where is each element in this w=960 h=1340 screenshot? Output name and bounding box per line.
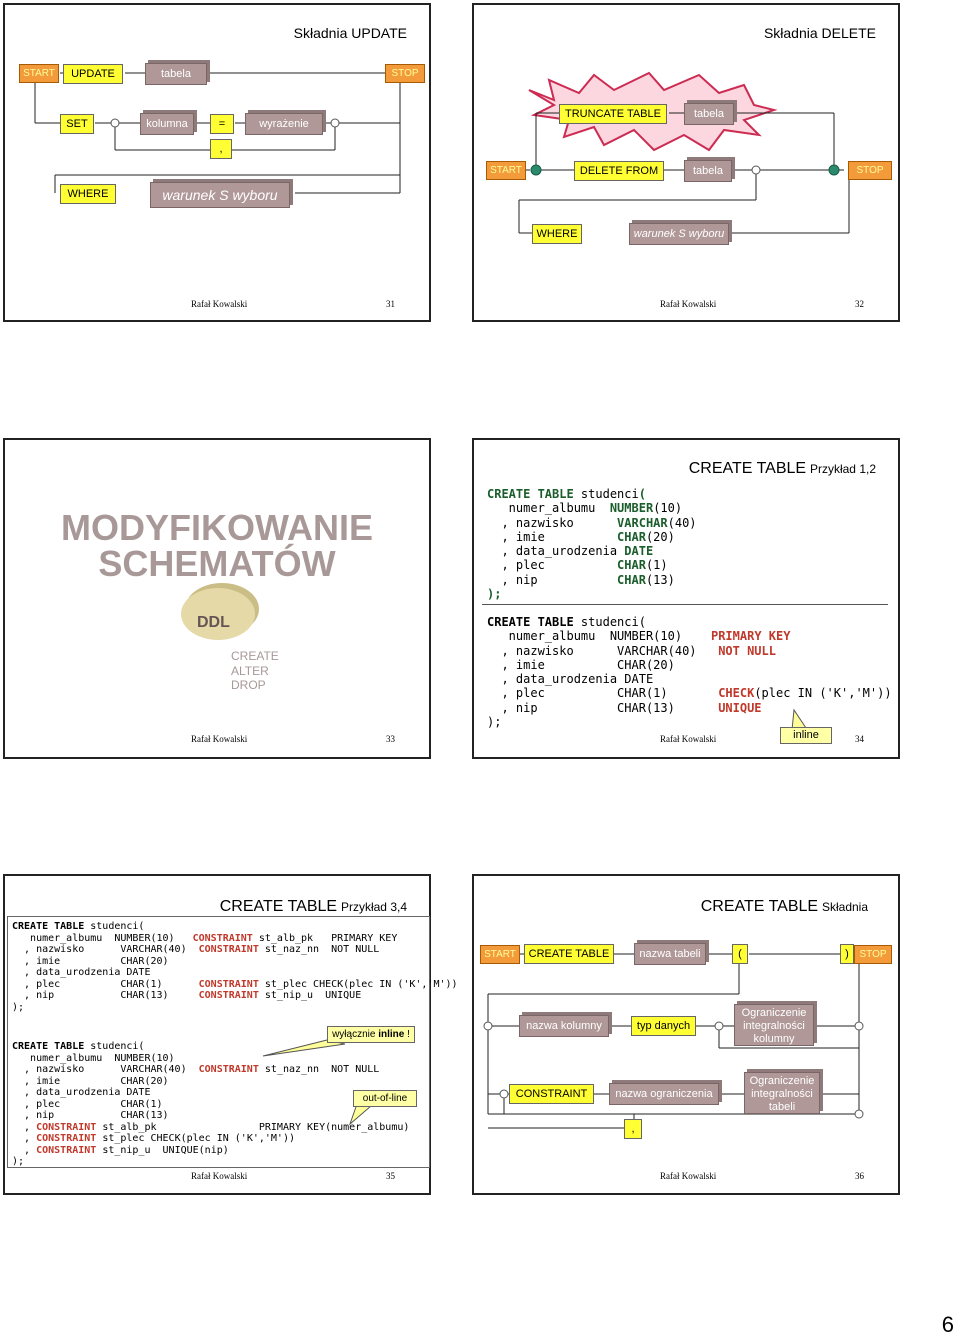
- update-keyword: UPDATE: [63, 64, 123, 84]
- slide-34: [472, 438, 900, 759]
- table-constraint-box: Ograniczenie integralności tabeli: [744, 1072, 820, 1114]
- nazwa-ograniczenia-box: nazwa ograniczenia: [609, 1083, 719, 1105]
- inline-callout: inline: [780, 727, 832, 744]
- create-table-example-1: CREATE TABLE studenci( numer_albumu NUMBER(10) , nazwisko VARCHAR(40) , imie CHAR(20) , data_urodzenia DATE , plec CHAR(1) , nip CHAR(13) );: [487, 487, 697, 602]
- create-table-example-2: CREATE TABLE studenci( numer_albumu NUMBER(10) PRIMARY KEY , nazwisko VARCHAR(40) NOT NULL , imie CHAR(20) , data_urodzenia DATE , plec CHAR(1) CHECK(plec IN ('K','M')) , nip CHAR(13) UNIQUE );: [487, 615, 892, 730]
- equals-keyword: =: [210, 114, 234, 134]
- slide-36: [472, 874, 900, 1195]
- slide-title: CREATE TABLE Przykład 1,2: [688, 460, 876, 477]
- stop-badge: STOP: [848, 161, 892, 180]
- kolumna-box: kolumna: [140, 113, 194, 135]
- footer-author: Rafał Kowalski: [660, 299, 717, 309]
- slide-title: CREATE TABLE Przykład 3,4: [219, 898, 407, 915]
- section-title: [5, 507, 429, 584]
- where-keyword: WHERE: [532, 224, 582, 244]
- slide-number: 36: [855, 1171, 864, 1181]
- nazwa-tabeli-box: nazwa tabeli: [634, 943, 706, 965]
- slide-title: CREATE TABLE Składnia: [700, 898, 868, 915]
- create-table-example-3: CREATE TABLE studenci( numer_albumu NUMBER(10) CONSTRAINT st_alb_pk PRIMARY KEY , nazwisko VARCHAR(40) CONSTRAINT st_naz_nn NOT NULL , imie CHAR(20) , data_urodzenia DATE , plec CHAR(1) CONSTRAINT st_plec CHECK(plec IN ('K','M')) , nip CHAR(13) CONSTRAINT st_nip_u UNIQUE );: [12, 921, 458, 1013]
- slide-title: Składnia UPDATE: [293, 25, 407, 41]
- page-number: 6: [941, 1312, 954, 1337]
- truncate-keyword: TRUNCATE TABLE: [559, 104, 667, 124]
- tabela-box-truncate: tabela: [684, 103, 734, 125]
- slide-title: Składnia DELETE: [763, 25, 876, 41]
- slide-32: [472, 3, 900, 322]
- footer-author: Rafał Kowalski: [191, 1171, 248, 1181]
- slide-33: [3, 438, 431, 759]
- slide-35: [3, 874, 458, 1195]
- comma-keyword: ,: [624, 1119, 642, 1139]
- out-of-line-callout: out-of-line: [353, 1090, 417, 1107]
- slide-number: 33: [386, 734, 395, 744]
- slide-number: 35: [386, 1171, 395, 1181]
- warunek-box: warunek S wyboru: [150, 182, 290, 208]
- tabela-box-delete: tabela: [684, 160, 732, 182]
- stop-badge: STOP: [854, 945, 892, 964]
- inline-only-callout: wyłącznie inline !: [327, 1026, 415, 1043]
- ddl-label: DDL: [197, 614, 230, 631]
- lparen-keyword: (: [732, 944, 748, 964]
- footer-author: Rafał Kowalski: [660, 1171, 717, 1181]
- footer-author: Rafał Kowalski: [191, 299, 248, 309]
- footer-author: Rafał Kowalski: [191, 734, 248, 744]
- command-create: CREATE: [231, 649, 279, 663]
- comma-keyword: ,: [210, 139, 232, 159]
- footer-author: Rafał Kowalski: [660, 734, 717, 744]
- nazwa-kolumny-box: nazwa kolumny: [519, 1015, 609, 1037]
- slide-31: [3, 3, 431, 322]
- slide-number: 34: [855, 734, 864, 744]
- stop-badge: STOP: [385, 64, 425, 83]
- set-keyword: SET: [60, 114, 94, 134]
- create-table-keyword: CREATE TABLE: [524, 944, 614, 964]
- typ-danych-box: typ danych: [631, 1016, 696, 1036]
- column-constraint-box: Ograniczenie integralności kolumny: [734, 1004, 814, 1046]
- delete-from-keyword: DELETE FROM: [574, 161, 664, 181]
- slide-number: 32: [855, 299, 864, 309]
- command-drop: DROP: [231, 678, 266, 692]
- wyrazenie-box: wyrażenie: [245, 113, 323, 135]
- slide-number: 31: [386, 299, 395, 309]
- title-line-1: MODYFIKOWANIE: [61, 507, 373, 548]
- start-badge: START: [480, 945, 520, 964]
- start-badge: START: [19, 64, 59, 83]
- ddl-commands: [231, 649, 279, 693]
- warunek-box: warunek S wyboru: [629, 223, 729, 245]
- where-keyword: WHERE: [60, 184, 116, 204]
- start-badge: START: [486, 161, 526, 180]
- command-alter: ALTER: [231, 663, 269, 678]
- update-syntax-lines: [5, 5, 433, 324]
- create-table-example-4: CREATE TABLE studenci( numer_albumu NUMBER(10) , nazwisko VARCHAR(40) CONSTRAINT st_naz_nn NOT NULL , imie CHAR(20) , data_urodzenia DATE , plec CHAR(1) , nip CHAR(13) , CONSTRAINT st_alb_pk PRIMARY KEY(numer_albumu) , CONSTRAINT st_plec CHECK(plec IN ('K','M')) , CONSTRAINT st_nip_u UNIQUE(nip) );: [12, 1041, 410, 1167]
- rparen-keyword: ): [840, 944, 854, 964]
- constraint-keyword: CONSTRAINT: [509, 1084, 594, 1104]
- title-line-2: SCHEMATÓW: [98, 543, 336, 584]
- inline-callout-arrow: [474, 440, 902, 761]
- tabela-box: tabela: [145, 63, 207, 85]
